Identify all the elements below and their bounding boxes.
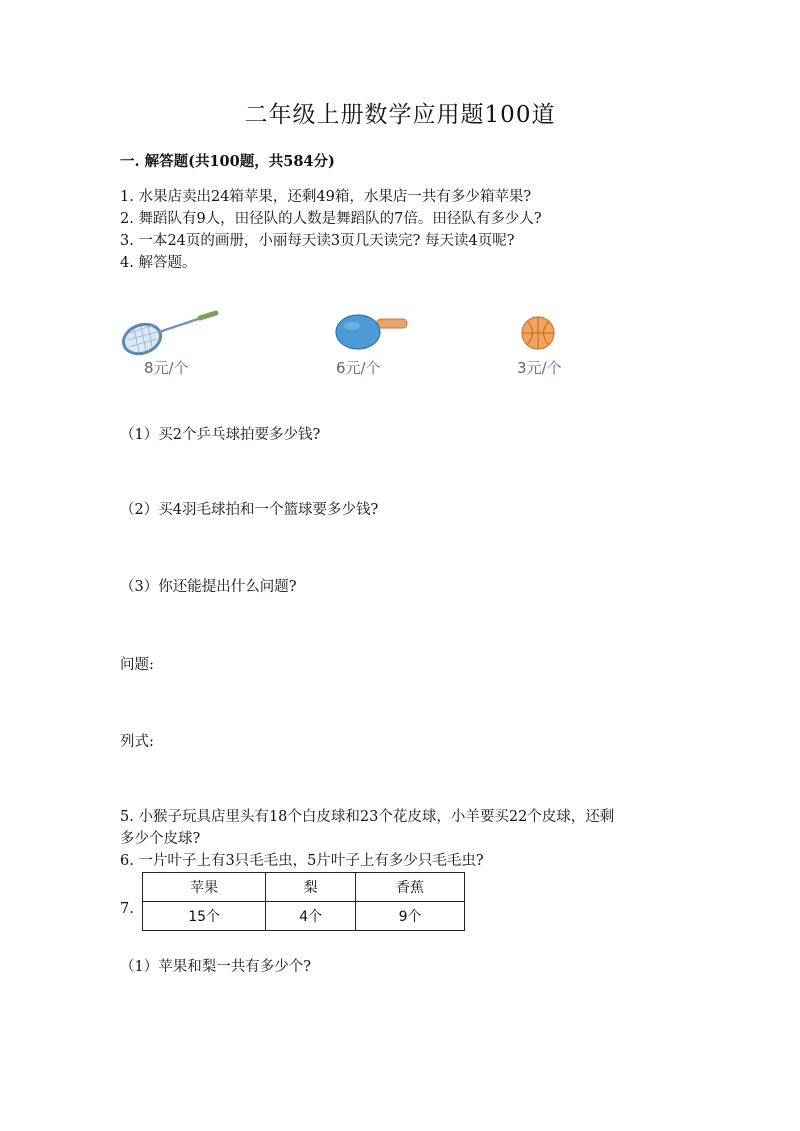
badminton-racket-icon: [118, 305, 222, 361]
question-5-line-2: 多少个皮球?: [120, 831, 201, 847]
table-cell: 4个: [266, 902, 356, 931]
fruit-table: [142, 872, 465, 931]
question-4-sub-1: （1）买2个乒乓球拍要多少钱?: [120, 427, 321, 443]
table-header-cell: 香蕉: [356, 873, 465, 902]
table-header-cell: 梨: [266, 873, 356, 902]
question-4-question-label: 问题:: [120, 657, 154, 673]
table-header-cell: 苹果: [143, 873, 266, 902]
price-badminton-racket: 8元/个: [144, 359, 189, 377]
table-cell: 15个: [143, 902, 266, 931]
question-4: 4. 解答题。: [120, 255, 197, 271]
question-2: 2. 舞蹈队有9人，田径队的人数是舞蹈队的7倍。田径队有多少人?: [120, 211, 542, 227]
question-4-sub-2: （2）买4羽毛球拍和一个篮球要多少钱?: [120, 502, 379, 518]
question-1: 1. 水果店卖出24箱苹果，还剩49箱，水果店一共有多少箱苹果?: [120, 189, 532, 205]
question-7-sub-1: （1）苹果和梨一共有多少个?: [120, 959, 311, 975]
question-4-equation-label: 列式:: [120, 734, 154, 750]
price-basketball: 3元/个: [517, 359, 562, 377]
table-row: [143, 902, 465, 931]
price-ping-pong-paddle: 6元/个: [336, 359, 381, 377]
question-3: 3. 一本24页的画册，小丽每天读3页几天读完? 每天读4页呢?: [120, 233, 515, 249]
table-header-row: [143, 873, 465, 902]
question-5-line-1: 5. 小猴子玩具店里头有18个白皮球和23个花皮球，小羊要买22个皮球，还剩: [120, 809, 615, 825]
question-7-label: 7.: [120, 901, 134, 917]
ping-pong-paddle-icon: [335, 310, 411, 356]
basketball-icon: [518, 314, 560, 352]
table-cell: 9个: [356, 902, 465, 931]
question-6: 6. 一片叶子上有3只毛毛虫，5片叶子上有多少只毛毛虫?: [120, 853, 484, 869]
question-4-sub-3: （3）你还能提出什么问题?: [120, 579, 297, 595]
section-heading: 一. 解答题(共100题，共584分): [120, 153, 335, 170]
page-title: 二年级上册数学应用题100道: [244, 102, 556, 128]
